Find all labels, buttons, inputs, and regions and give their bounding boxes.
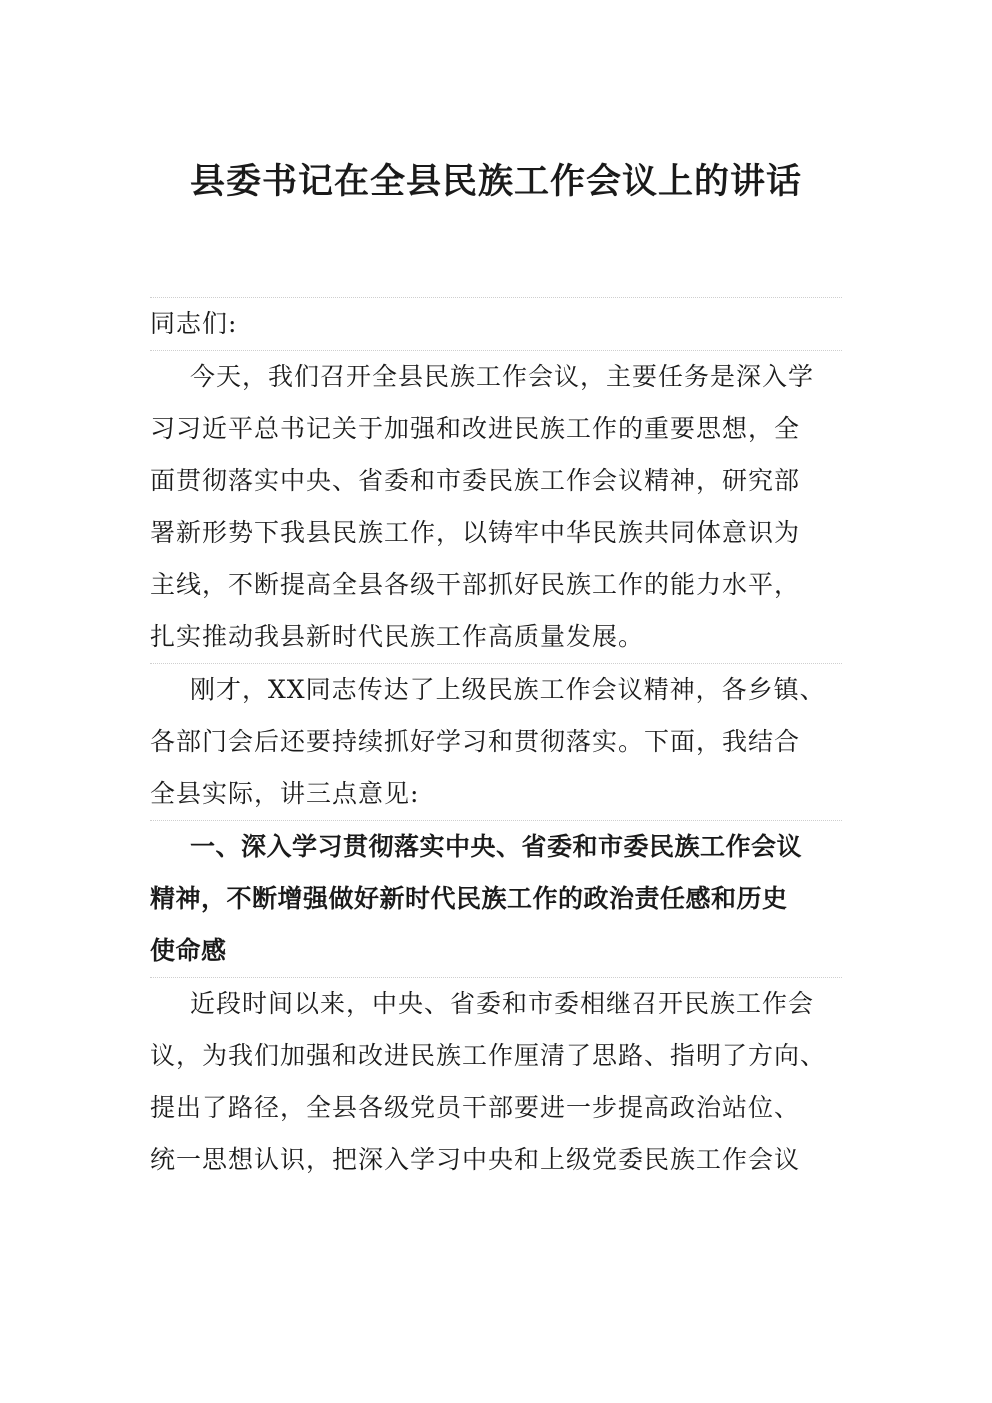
paragraph-1 xyxy=(150,350,842,663)
paragraph-line: 统一思想认识，把深入学习中央和上级党委民族工作会议 xyxy=(150,1145,801,1174)
salutation-block xyxy=(150,297,842,350)
heading-line: 使命感 xyxy=(150,936,227,965)
paragraph-2 xyxy=(150,663,842,820)
paragraph-line: 习习近平总书记关于加强和改进民族工作的重要思想，全 xyxy=(150,414,801,443)
paragraph-line: 全县实际，讲三点意见: xyxy=(150,779,420,808)
paragraph-3 xyxy=(150,977,842,1186)
paragraph-line: 刚才，XX同志传达了上级民族工作会议精神，各乡镇、 xyxy=(190,675,826,704)
paragraph-line: 各部门会后还要持续抓好学习和贯彻落实。下面，我结合 xyxy=(150,727,801,756)
section-heading-1 xyxy=(150,820,842,977)
paragraph-line: 提出了路径，全县各级党员干部要进一步提高政治站位、 xyxy=(150,1093,801,1122)
paragraph-line: 面贯彻落实中央、省委和市委民族工作会议精神，研究部 xyxy=(150,466,801,495)
paragraph-line: 今天，我们召开全县民族工作会议，主要任务是深入学 xyxy=(190,362,815,391)
document-title: 县委书记在全县民族工作会议上的讲话 xyxy=(189,161,802,202)
heading-line: 精神，不断增强做好新时代民族工作的政治责任感和历史 xyxy=(150,884,788,913)
paragraph-line: 扎实推动我县新时代民族工作高质量发展。 xyxy=(150,622,645,651)
heading-line: 一、深入学习贯彻落实中央、省委和市委民族工作会议 xyxy=(190,832,803,861)
document-body xyxy=(150,297,842,1186)
paragraph-line: 近段时间以来，中央、省委和市委相继召开民族工作会 xyxy=(190,989,815,1018)
paragraph-line: 署新形势下我县民族工作，以铸牢中华民族共同体意识为 xyxy=(150,518,801,547)
salutation: 同志们: xyxy=(150,309,238,338)
paragraph-line: 议，为我们加强和改进民族工作厘清了思路、指明了方向、 xyxy=(150,1041,827,1070)
paragraph-line: 主线，不断提高全县各级干部抓好民族工作的能力水平， xyxy=(150,570,801,599)
